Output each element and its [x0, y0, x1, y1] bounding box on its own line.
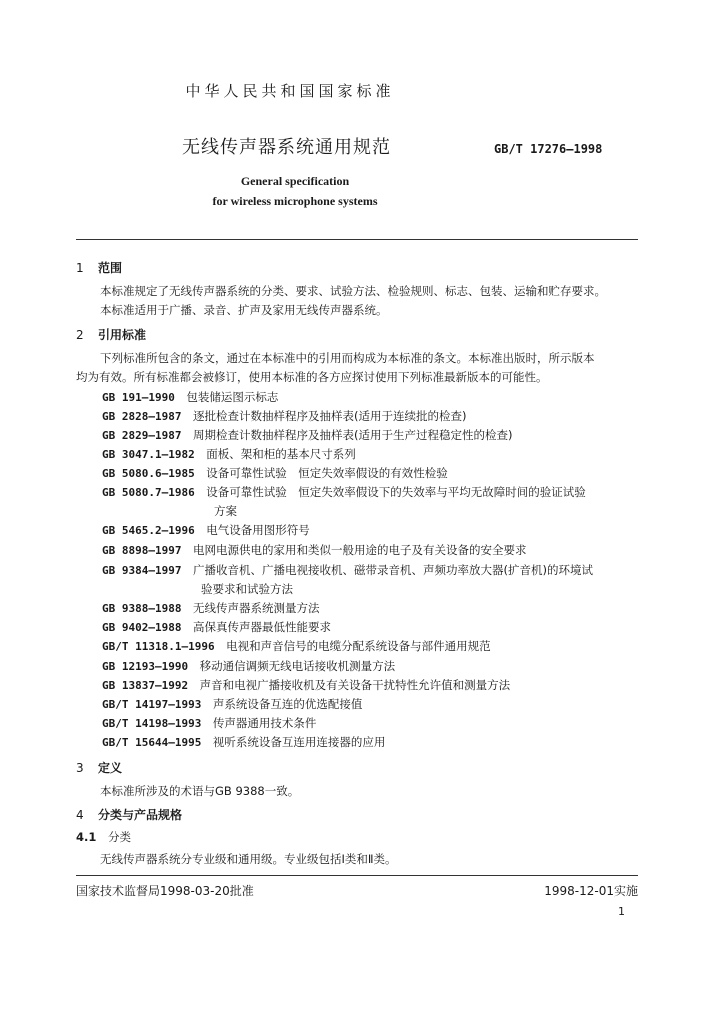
title-en-line2: for wireless microphone systems: [212, 194, 378, 208]
standard-title-cn: 无线传声器系统通用规范: [182, 137, 391, 158]
section-1-heading: 1 范围: [76, 261, 123, 275]
reference-item: GB/T 15644—1995 视听系统设备互连用连接器的应用: [102, 735, 386, 749]
section-1-paragraph: 本标准规定了无线传声器系统的分类、要求、试验方法、检验规则、标志、包装、运输和贮存要求。: [100, 284, 606, 298]
reference-item: GB 9388—1988 无线传声器系统测量方法: [102, 601, 320, 615]
section-2-heading: 2 引用标准: [76, 328, 147, 342]
approval-info: 国家技术监督局1998-03-20批准: [76, 884, 254, 898]
footer-divider: [76, 875, 638, 876]
implementation-date: 1998-12-01实施: [544, 884, 638, 898]
section-4-heading: 4 分类与产品规格: [76, 808, 183, 822]
reference-item: GB 13837—1992 声音和电视广播接收机及有关设备干扰特性允许值和测量方法: [102, 678, 511, 692]
section-1-paragraph: 本标准适用于广播、录音、扩声及家用无线传声器系统。: [100, 303, 388, 317]
reference-item: GB 9384—1997 广播收音机、广播电视接收机、磁带录音机、声频功率放大器(扩音机)的环境试: [102, 563, 593, 577]
reference-item: GB 3047.1—1982 面板、架和柜的基本尺寸系列: [102, 447, 356, 461]
reference-item: GB/T 14198—1993 传声器通用技术条件: [102, 716, 317, 730]
reference-item: GB/T 11318.1—1996 电视和声音信号的电缆分配系统设备与部件通用规范: [102, 639, 491, 653]
standard-title-en: [100, 171, 490, 211]
section-3-heading: 3 定义: [76, 761, 123, 775]
header-divider: [76, 239, 638, 240]
reference-item: GB 12193—1990 移动通信调频无线电话接收机测量方法: [102, 659, 396, 673]
reference-item: GB 5465.2—1996 电气设备用图形符号: [102, 523, 310, 537]
section-2-intro: 下列标准所包含的条文，通过在本标准中的引用而构成为本标准的条文。本标准出版时，所示版本: [100, 351, 595, 365]
reference-item-continuation: 验要求和试验方法: [201, 582, 293, 596]
page-number: 1: [618, 905, 625, 918]
reference-item: GB 8898—1997 电网电源供电的家用和类似一般用途的电子及有关设备的安全要求: [102, 543, 527, 557]
title-en-line1: General specification: [240, 174, 350, 188]
reference-item: GB 191—1990 包装储运图示标志: [102, 390, 279, 404]
subsection-4-1-paragraph: 无线传声器系统分专业级和通用级。专业级包括Ⅰ类和Ⅱ类。: [100, 852, 397, 866]
national-standard-heading: 中华人民共和国国家标准: [185, 82, 395, 100]
reference-item: GB 5080.7—1986 设备可靠性试验 恒定失效率假设下的失效率与平均无故障时间的验证试验: [102, 485, 586, 499]
standard-number: GB/T 17276—1998: [494, 142, 603, 156]
reference-item: GB 2828—1987 逐批检查计数抽样程序及抽样表(适用于连续批的检查): [102, 409, 467, 423]
subsection-4-1-heading: 4.1 分类: [76, 830, 131, 844]
reference-item-continuation: 方案: [214, 504, 237, 518]
reference-item: GB 2829—1987 周期检查计数抽样程序及抽样表(适用于生产过程稳定性的检查): [102, 428, 513, 442]
reference-item: GB/T 14197—1993 声系统设备互连的优选配接值: [102, 697, 363, 711]
reference-item: GB 5080.6—1985 设备可靠性试验 恒定失效率假设的有效性检验: [102, 466, 448, 480]
section-2-intro: 均为有效。所有标准都会被修订，使用本标准的各方应探讨使用下列标准最新版本的可能性。: [76, 370, 548, 384]
section-3-paragraph: 本标准所涉及的术语与GB 9388一致。: [100, 784, 300, 798]
reference-item: GB 9402—1988 高保真传声器最低性能要求: [102, 620, 331, 634]
